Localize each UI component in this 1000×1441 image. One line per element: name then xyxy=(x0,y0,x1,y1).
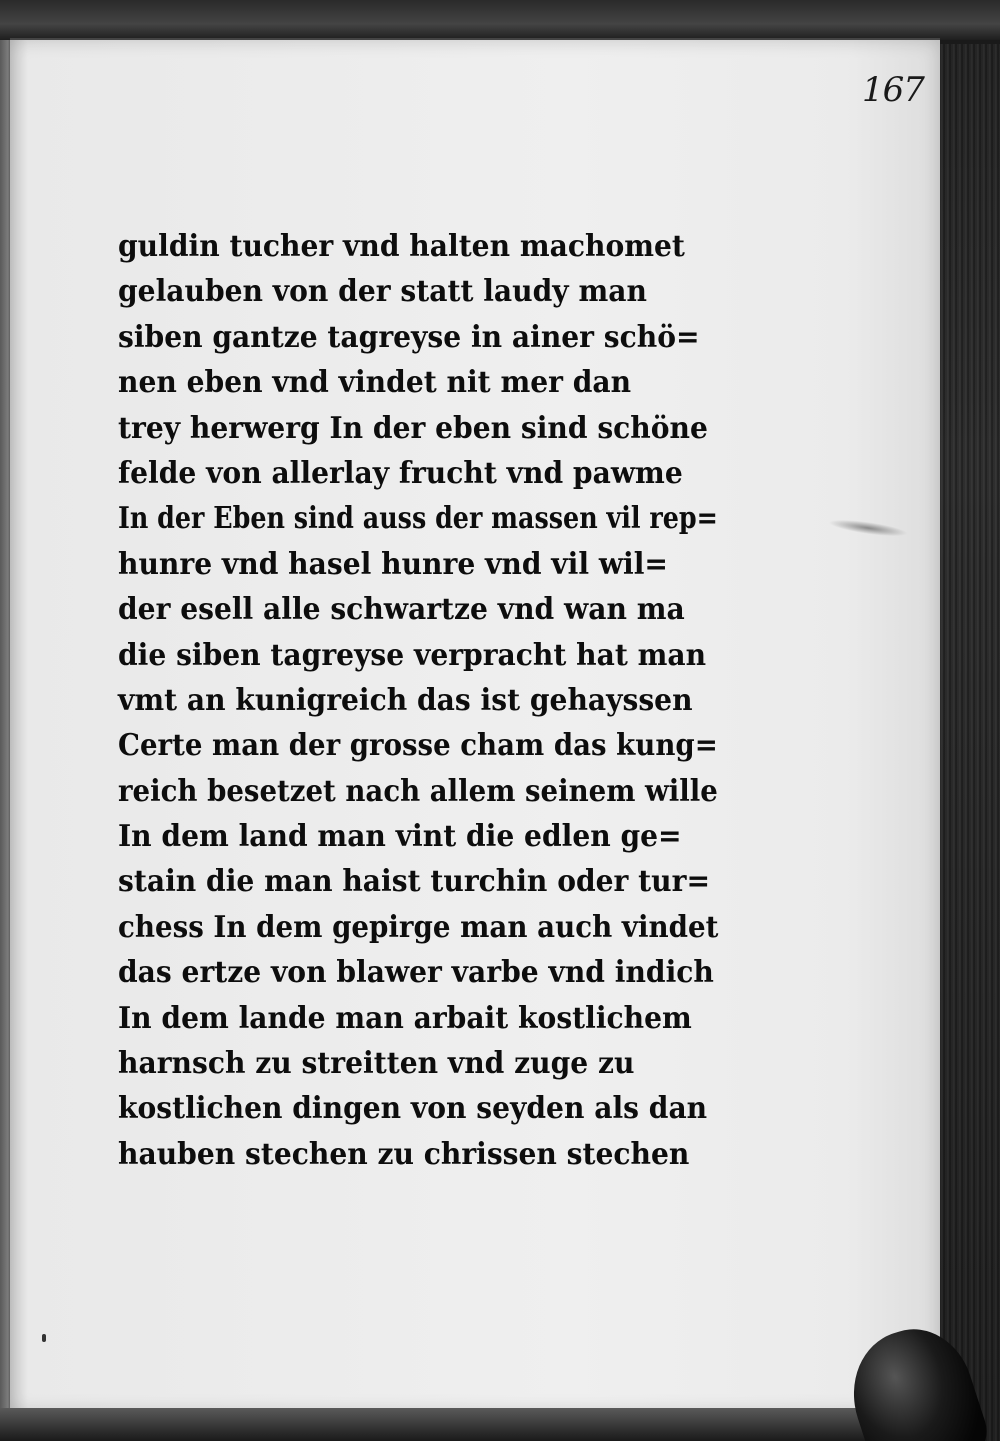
book-binding-bottom xyxy=(0,1408,940,1441)
text-line: stain die man haist turchin oder tur= xyxy=(118,864,711,900)
text-line: vmt an kunigreich das ist gehayssen xyxy=(118,682,693,718)
text-line: chess In dem gepirge man auch vindet xyxy=(118,909,719,945)
text-line: In der Eben sind auss der massen vil rep= xyxy=(118,501,718,537)
text-line: die siben tagreyse verpracht hat man xyxy=(118,637,707,673)
text-line: hunre vnd hasel hunre vnd vil wil= xyxy=(118,546,669,582)
folio-number: 167 xyxy=(862,70,924,110)
text-line: felde von allerlay frucht vnd pawme xyxy=(118,455,683,491)
text-line: guldin tucher vnd halten machomet xyxy=(118,229,685,264)
text-line: gelauben von der statt laudy man xyxy=(118,274,647,310)
text-line: kostlichen dingen von seyden als dan xyxy=(118,1091,708,1127)
text-line: harnsch zu streitten vnd zuge zu xyxy=(118,1046,635,1082)
text-line: In dem lande man arbait kostlichem xyxy=(118,1000,692,1036)
ink-dot xyxy=(42,1334,46,1342)
text-line: Certe man der grosse cham das kung= xyxy=(118,728,718,764)
page-edges xyxy=(940,44,1000,1441)
text-line: trey herwerg In der eben sind schöne xyxy=(118,410,708,446)
text-line: In dem land man vint die edlen ge= xyxy=(118,819,682,855)
text-line: nen eben vnd vindet nit mer dan xyxy=(118,365,632,401)
text-line: siben gantze tagreyse in ainer schö= xyxy=(118,319,700,355)
text-line: hauben stechen zu chrissen stechen xyxy=(118,1136,690,1172)
text-line: das ertze von blawer varbe vnd indich xyxy=(118,955,714,991)
manuscript-text xyxy=(118,224,758,1177)
text-line: reich besetzet nach allem seinem wille xyxy=(118,773,718,809)
text-line: der esell alle schwartze vnd wan ma xyxy=(118,592,685,628)
book-binding-top xyxy=(0,0,1000,40)
